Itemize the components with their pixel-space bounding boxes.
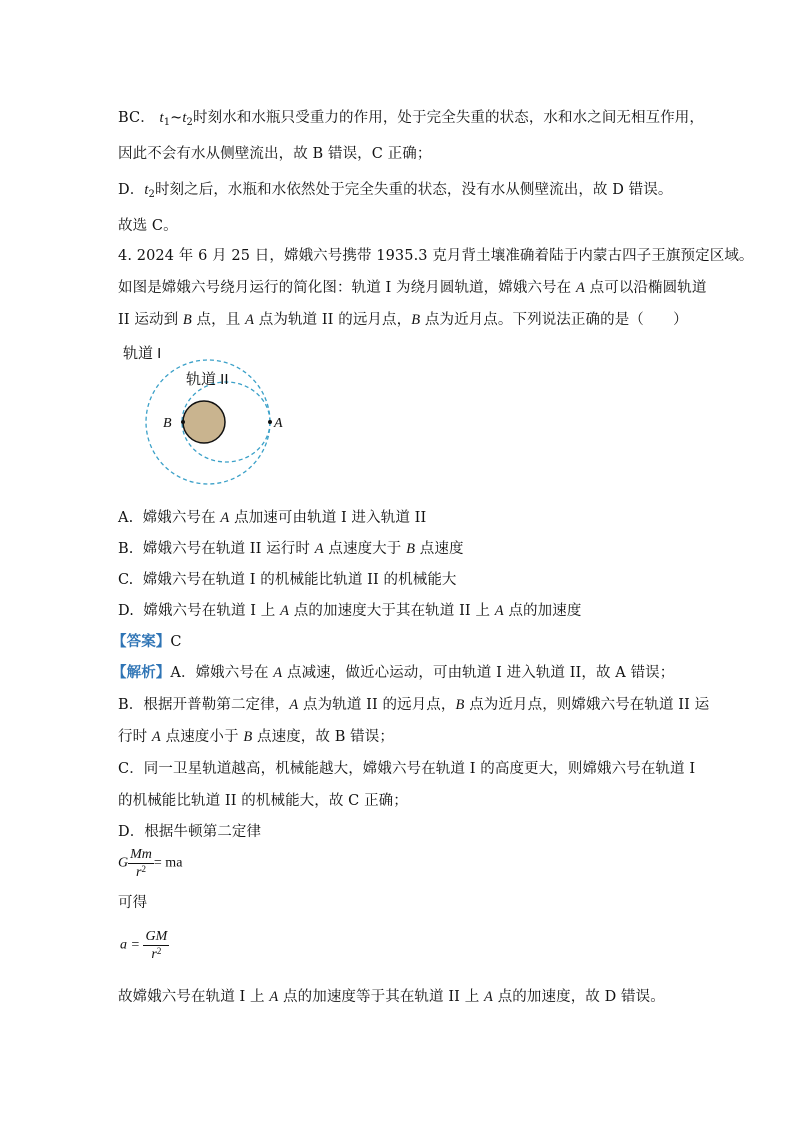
analysis-bracket: 【解析】 bbox=[112, 664, 171, 681]
question-line-1: 4. 2024 年 6 月 25 日，嫦娥六号携带 1935.3 克月背土壤准确着陆于内蒙古四子王旗预定区域。 bbox=[118, 248, 754, 264]
answer-line bbox=[112, 632, 182, 652]
analysis-final: 故嫦娥六号在轨道 I 上 A 点的加速度等于其在轨道 II 上 A 点的加速度，故 D 错误。 bbox=[118, 989, 665, 1005]
point-b-dot bbox=[181, 420, 185, 424]
analysis-line-b2: 行时 A 点速度小于 B 点速度，故 B 错误； bbox=[118, 729, 394, 745]
formula-acceleration-fraction: $\frac{GM}{r^2}$ bbox=[145, 929, 168, 962]
point-a-label: A bbox=[274, 416, 283, 431]
option-b: B. 嫦娥六号在轨道 II 运行时 A 点速度大于 B 点速度 bbox=[118, 541, 464, 557]
conclusion: 故选 C。 bbox=[118, 218, 178, 234]
point-a-dot bbox=[268, 420, 272, 424]
d-line: D．$t_2$时刻之后，水瓶和水依然处于完全失重的状态，没有水从侧壁流出，故 D 错误。 bbox=[118, 182, 673, 200]
bc-line-2: 因此不会有水从侧壁流出，故 B 错误，C 正确； bbox=[118, 146, 432, 162]
option-d: D. 嫦娥六号在轨道 I 上 A 点的加速度大于其在轨道 II 上 A 点的加速度 bbox=[118, 603, 582, 619]
analysis-line-c1: C．同一卫星轨道越高，机械能越大，嫦娥六号在轨道 I 的高度更大，则嫦娥六号在轨道 I bbox=[118, 761, 696, 777]
option-a: A. 嫦娥六号在 A 点加速可由轨道 I 进入轨道 II bbox=[118, 510, 427, 526]
analysis-kede: 可得 bbox=[118, 895, 148, 911]
bc-line-1: BC． $t_1\sim t_2$时刻水和水瓶只受重力的作用，处于完全失重的状态，水和水之间无相互作用， bbox=[118, 110, 705, 128]
analysis-line-d1: D．根据牛顿第二定律 bbox=[118, 824, 262, 840]
option-c: C. 嫦娥六号在轨道 I 的机械能比轨道 II 的机械能大 bbox=[118, 572, 457, 588]
moon-circle bbox=[183, 401, 225, 443]
question-line-3: II 运动到 B 点，且 A 点为轨道 II 的远月点，B 点为近月点。下列说法正确的是（ ） bbox=[118, 312, 688, 328]
orbit-1-label: 轨道 I bbox=[123, 345, 162, 362]
formula-acceleration: a = $\frac{GM}{r^2}$ bbox=[120, 929, 168, 962]
answer-value: C bbox=[170, 634, 182, 650]
orbit-2-label: 轨道 II bbox=[186, 371, 229, 388]
analysis-line-b1: B．根据开普勒第二定律，A 点为轨道 II 的远月点，B 点为近月点，则嫦娥六号在轨道 II 运 bbox=[118, 697, 710, 713]
question-line-2: 如图是嫦娥六号绕月运行的简化图：轨道 I 为绕月圆轨道，嫦娥六号在 A 点可以沿椭圆轨道 bbox=[118, 280, 707, 296]
orbit-svg bbox=[118, 340, 288, 490]
formula-newton: G $\frac{Mm}{r^2}$ = ma bbox=[118, 847, 183, 880]
answer-bracket: 【答案】 bbox=[112, 633, 171, 650]
point-b-label: B bbox=[163, 416, 172, 431]
analysis-line-a: 【解析】A．嫦娥六号在 A 点减速，做近心运动，可由轨道 I 进入轨道 II，故 A 错误； bbox=[112, 664, 675, 681]
formula-newton-fraction: $\frac{Mm}{r^2}$ bbox=[130, 847, 152, 880]
orbit-diagram bbox=[118, 340, 288, 490]
analysis-line-c2: 的机械能比轨道 II 的机械能大，故 C 正确； bbox=[118, 793, 408, 809]
